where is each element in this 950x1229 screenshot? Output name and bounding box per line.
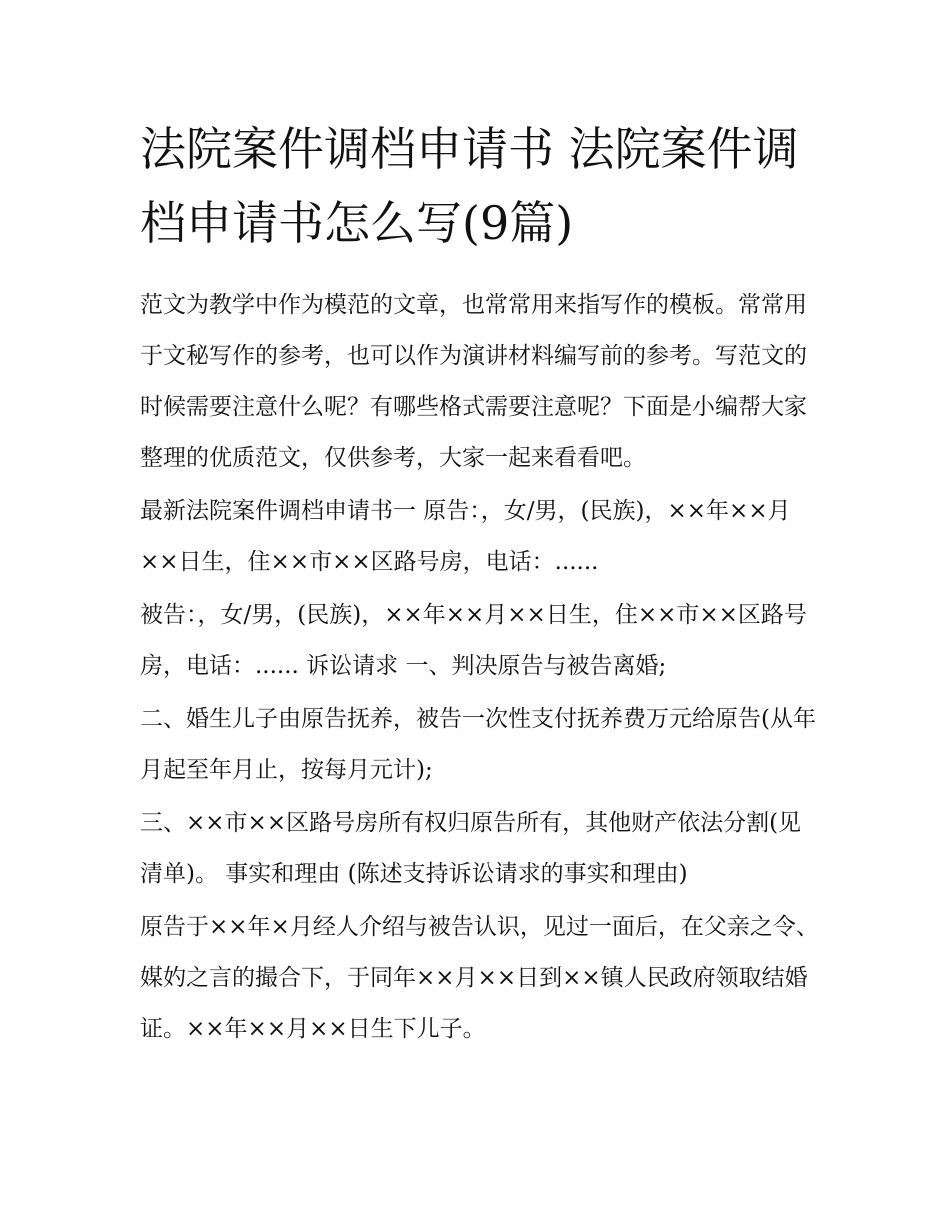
plaintiff-paragraph: 最新法院案件调档申请书一 原告：，女/男，(民族)，××年××月××日生，住××市××区路号房，电话：...... bbox=[140, 498, 791, 575]
facts-paragraph: 原告于××年×月经人介绍与被告认识，见过一面后，在父亲之令、媒妁之言的撮合下，于同年××月××日到××镇人民政府领取结婚证。××年××月××日生下儿子。 bbox=[140, 914, 819, 1042]
document-page bbox=[140, 112, 820, 1057]
claim-three-paragraph: 三、××市××区路号房所有权归原告所有，其他财产依法分割(见清单)。 事实和理由 (陈述支持诉讼请求的事实和理由) bbox=[140, 810, 802, 887]
document-title: 法院案件调档申请书 法院案件调档申请书怎么写(9篇) bbox=[140, 122, 799, 250]
intro-paragraph: 范文为教学中作为模范的文章，也常常用来指写作的模板。常常用于文秘写作的参考，也可以作为演讲材料编写前的参考。写范文的时候需要注意什么呢？有哪些格式需要注意呢？下面是小编帮大家整理的优质范文，仅供参考，大家一起来看看吧。 bbox=[140, 292, 807, 471]
defendant-paragraph: 被告：，女/男，(民族)，××年××月××日生，住××市××区路号房，电话：...... 诉讼请求 一、判决原告与被告离婚; bbox=[140, 602, 807, 679]
claim-two-paragraph: 二、婚生儿子由原告抚养，被告一次性支付抚养费万元给原告(从年月起至年月止，按每月元计); bbox=[140, 706, 816, 783]
